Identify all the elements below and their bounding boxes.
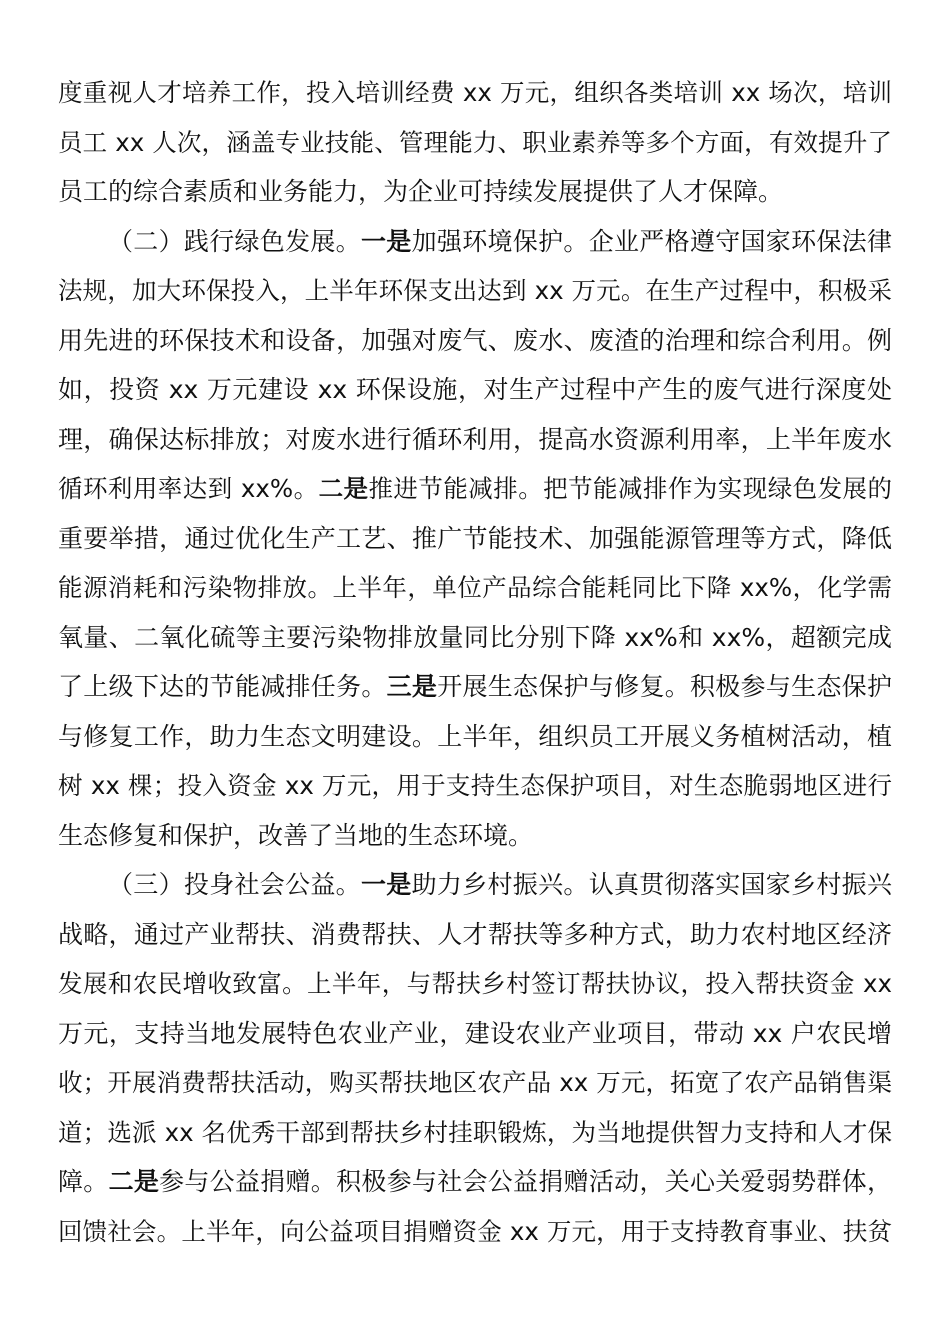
text-run: 生态修复和保护，改善了当地的生态环境。 [58, 820, 534, 850]
text-line [58, 266, 892, 316]
body-text [58, 68, 892, 1256]
text-run: 发展和农民增收致富。上半年，与帮扶乡村签订帮扶协议，投入帮扶资金 xx [58, 969, 892, 998]
text-line [58, 316, 892, 366]
text-line [58, 959, 892, 1009]
text-line [58, 613, 892, 663]
text-run: 回馈社会。上半年，向公益项目捐赠资金 xx 万元，用于支持教育事业、扶贫 [58, 1216, 892, 1246]
bold-keyword: 三是 [386, 672, 438, 701]
bold-keyword: 二是 [108, 1167, 160, 1196]
text-line [58, 811, 892, 861]
text-line [58, 68, 892, 118]
text-run: 道；选派 xx 名优秀干部到帮扶乡村挂职锻炼，为当地提供智力支持和人才保 [58, 1117, 892, 1147]
text-run: 能源消耗和污染物排放。上半年，单位产品综合能耗同比下降 xx%，化学需 [58, 573, 892, 602]
text-run: 助力乡村振兴。认真贯彻落实国家乡村振兴 [411, 870, 892, 899]
text-run: 度重视人才培养工作，投入培训经费 xx 万元，组织各类培训 xx 场次，培训 [58, 78, 892, 107]
text-run: 理，确保达标排放；对废水进行循环利用，提高水资源利用率，上半年废水 [58, 424, 892, 454]
text-run: 与修复工作，助力生态文明建设。上半年，组织员工开展义务植树活动，植 [58, 721, 892, 751]
bold-keyword: 二是 [318, 474, 369, 503]
text-line [58, 563, 892, 613]
text-line [58, 118, 892, 168]
text-run: 如，投资 xx 万元建设 xx 环保设施，对生产过程中产生的废气进行深度处 [58, 375, 892, 404]
text-line [58, 365, 892, 415]
text-line [58, 1108, 892, 1158]
text-line [58, 514, 892, 564]
text-run: 推进节能减排。把节能减排作为实现绿色发展的 [368, 474, 892, 503]
text-run: （二）践行绿色发展。 [108, 226, 361, 256]
text-run: 循环利用率达到 xx%。 [58, 474, 319, 503]
text-run: 了上级下达的节能减排任务。 [58, 672, 387, 701]
text-line [58, 761, 892, 811]
text-run: 万元，支持当地发展特色农业产业，建设农业产业项目，带动 xx 户农民增 [58, 1018, 892, 1048]
text-line [58, 860, 892, 910]
text-run: 开展生态保护与修复。积极参与生态保护 [437, 672, 892, 701]
text-line [58, 167, 892, 217]
text-run: 员工 xx 人次，涵盖专业技能、管理能力、职业素养等多个方面，有效提升了 [58, 127, 892, 157]
text-run: 用先进的环保技术和设备，加强对废气、废水、废渣的治理和综合利用。例 [58, 325, 892, 355]
bold-keyword: 一是 [361, 870, 412, 899]
text-line [58, 1058, 892, 1108]
text-run: 障。 [58, 1167, 109, 1196]
text-run: 员工的综合素质和业务能力，为企业可持续发展提供了人才保障。 [58, 177, 784, 206]
text-run: 收；开展消费帮扶活动，购买帮扶地区农产品 xx 万元，拓宽了农产品销售渠 [58, 1068, 892, 1097]
text-run: 氧量、二氧化硫等主要污染物排放量同比分别下降 xx%和 xx%，超额完成 [58, 622, 892, 652]
text-line [58, 910, 892, 960]
text-line [58, 464, 892, 514]
text-line [58, 662, 892, 712]
text-line [58, 217, 892, 267]
text-run: 战略，通过产业帮扶、消费帮扶、人才帮扶等多种方式，助力农村地区经济 [58, 919, 892, 949]
text-run: 加强环境保护。企业严格遵守国家环保法律 [411, 226, 892, 256]
text-line [58, 712, 892, 762]
text-line [58, 1207, 892, 1257]
text-run: 参与公益捐赠。积极参与社会公益捐赠活动，关心关爱弱势群体， [159, 1167, 892, 1196]
text-run: 树 xx 棵；投入资金 xx 万元，用于支持生态保护项目，对生态脆弱地区进行 [58, 771, 892, 800]
text-line [58, 1157, 892, 1207]
bold-keyword: 一是 [361, 226, 412, 256]
text-run: 重要举措，通过优化生产工艺、推广节能技术、加强能源管理等方式，降低 [58, 523, 892, 553]
text-line [58, 415, 892, 465]
text-line [58, 1009, 892, 1059]
text-run: （三）投身社会公益。 [108, 870, 361, 899]
text-run: 法规，加大环保投入，上半年环保支出达到 xx 万元。在生产过程中，积极采 [58, 276, 892, 305]
